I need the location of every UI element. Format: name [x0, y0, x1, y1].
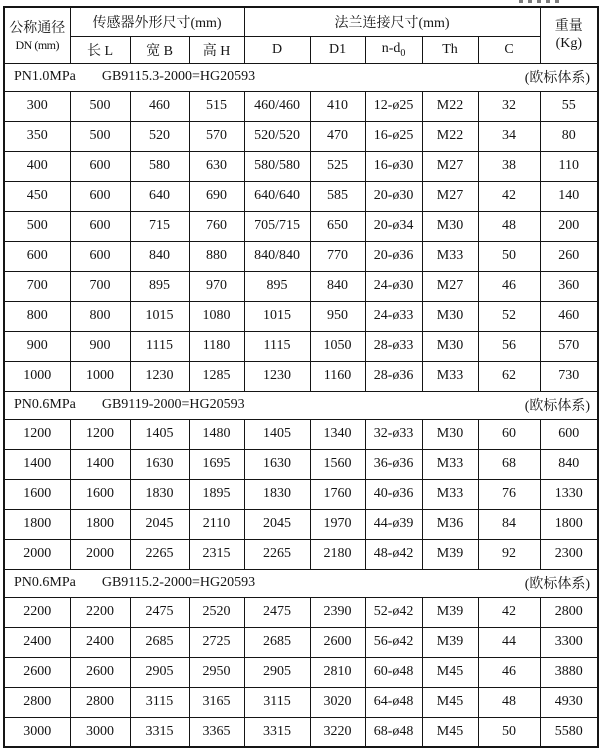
data-cell: 840	[130, 241, 189, 271]
data-cell: 1180	[189, 331, 244, 361]
data-cell: 38	[478, 151, 540, 181]
data-cell: 1830	[130, 479, 189, 509]
data-cell: 16-ø30	[365, 151, 422, 181]
data-cell: M27	[422, 271, 478, 301]
data-cell: M30	[422, 211, 478, 241]
section-note: (欧标体系)	[524, 577, 591, 592]
data-cell: 50	[478, 241, 540, 271]
data-cell: 600	[70, 241, 130, 271]
data-cell: 1160	[310, 361, 365, 391]
data-cell: 2000	[4, 539, 70, 569]
section-header-cell	[4, 63, 598, 91]
data-cell: 92	[478, 539, 540, 569]
data-cell: 2400	[70, 627, 130, 657]
section-header-cell	[4, 391, 598, 419]
data-cell: 2685	[130, 627, 189, 657]
data-cell: 28-ø36	[365, 361, 422, 391]
data-row	[4, 91, 598, 121]
data-cell: 650	[310, 211, 365, 241]
data-cell: 34	[478, 121, 540, 151]
data-cell: 1800	[4, 509, 70, 539]
data-cell: 760	[189, 211, 244, 241]
data-cell: 62	[478, 361, 540, 391]
data-cell: 1200	[4, 419, 70, 449]
data-cell: 2475	[130, 597, 189, 627]
data-cell: 690	[189, 181, 244, 211]
section-pressure-rating: PN0.6MPa	[14, 575, 76, 590]
data-cell: 1000	[70, 361, 130, 391]
header-weight-cn: 重量	[554, 18, 583, 34]
data-cell: 630	[189, 151, 244, 181]
data-cell: 600	[4, 241, 70, 271]
data-cell: 350	[4, 121, 70, 151]
data-cell: 1830	[244, 479, 310, 509]
header-th: Th	[422, 36, 478, 63]
data-row	[4, 419, 598, 449]
data-cell: 715	[130, 211, 189, 241]
data-cell: M27	[422, 151, 478, 181]
data-cell: 840/840	[244, 241, 310, 271]
data-cell: 140	[540, 181, 598, 211]
data-cell: M30	[422, 419, 478, 449]
data-cell: 525	[310, 151, 365, 181]
data-cell: 970	[189, 271, 244, 301]
data-row	[4, 509, 598, 539]
data-cell: 730	[540, 361, 598, 391]
data-cell: 2950	[189, 657, 244, 687]
data-cell: 46	[478, 271, 540, 301]
data-cell: 1340	[310, 419, 365, 449]
data-row	[4, 241, 598, 271]
data-cell: 570	[540, 331, 598, 361]
data-cell: 1285	[189, 361, 244, 391]
data-cell: 950	[310, 301, 365, 331]
data-cell: 1560	[310, 449, 365, 479]
data-cell: 360	[540, 271, 598, 301]
dimension-spec-table	[3, 6, 599, 748]
data-row	[4, 449, 598, 479]
data-cell: 2685	[244, 627, 310, 657]
data-cell: 3880	[540, 657, 598, 687]
data-cell: 800	[70, 301, 130, 331]
data-cell: 700	[70, 271, 130, 301]
data-cell: 3365	[189, 717, 244, 747]
data-cell: 460	[540, 301, 598, 331]
data-cell: 110	[540, 151, 598, 181]
data-cell: 1480	[189, 419, 244, 449]
data-cell: 1800	[70, 509, 130, 539]
data-cell: M33	[422, 241, 478, 271]
data-cell: 2265	[130, 539, 189, 569]
data-cell: 3115	[244, 687, 310, 717]
data-cell: 2400	[4, 627, 70, 657]
data-cell: 1630	[130, 449, 189, 479]
data-cell: 200	[540, 211, 598, 241]
data-cell: 840	[540, 449, 598, 479]
data-cell: 48	[478, 687, 540, 717]
data-cell: M36	[422, 509, 478, 539]
data-cell: 20-ø30	[365, 181, 422, 211]
data-cell: M45	[422, 687, 478, 717]
table-body	[4, 63, 598, 747]
data-cell: 4930	[540, 687, 598, 717]
data-cell: M33	[422, 361, 478, 391]
data-cell: 48	[478, 211, 540, 241]
data-cell: 580	[130, 151, 189, 181]
table-header	[4, 7, 598, 63]
data-cell: 2265	[244, 539, 310, 569]
data-cell: 1115	[130, 331, 189, 361]
data-cell: 2200	[4, 597, 70, 627]
data-cell: M27	[422, 181, 478, 211]
data-cell: 1405	[244, 419, 310, 449]
header-length-l: 长 L	[70, 36, 130, 63]
header-nominal-diameter-cn: 公称通径	[9, 21, 66, 37]
data-cell: 1405	[130, 419, 189, 449]
data-cell: 260	[540, 241, 598, 271]
data-cell: 2905	[244, 657, 310, 687]
data-cell: 1760	[310, 479, 365, 509]
data-cell: 895	[244, 271, 310, 301]
data-cell: 16-ø25	[365, 121, 422, 151]
data-cell: 28-ø33	[365, 331, 422, 361]
data-cell: 2315	[189, 539, 244, 569]
data-cell: 880	[189, 241, 244, 271]
data-cell: 1895	[189, 479, 244, 509]
data-cell: 1695	[189, 449, 244, 479]
data-cell: 2300	[540, 539, 598, 569]
data-cell: 2390	[310, 597, 365, 627]
header-weight	[540, 7, 598, 63]
data-row	[4, 597, 598, 627]
data-row	[4, 627, 598, 657]
data-cell: 1630	[244, 449, 310, 479]
data-cell: 2475	[244, 597, 310, 627]
data-cell: 44-ø39	[365, 509, 422, 539]
data-cell: 1230	[244, 361, 310, 391]
data-cell: 2600	[4, 657, 70, 687]
data-cell: 3300	[540, 627, 598, 657]
data-cell: 410	[310, 91, 365, 121]
data-cell: M33	[422, 479, 478, 509]
data-cell: 515	[189, 91, 244, 121]
data-cell: 1115	[244, 331, 310, 361]
section-row	[4, 63, 598, 91]
section-pressure-rating: PN0.6MPa	[14, 397, 76, 412]
data-cell: 1970	[310, 509, 365, 539]
data-cell: 400	[4, 151, 70, 181]
header-group-sensor-dimensions: 传感器外形尺寸(mm)	[70, 7, 244, 36]
data-cell: M45	[422, 717, 478, 747]
data-cell: 2110	[189, 509, 244, 539]
data-cell: 900	[4, 331, 70, 361]
data-row	[4, 211, 598, 241]
data-cell: 3315	[130, 717, 189, 747]
data-cell: 300	[4, 91, 70, 121]
data-cell: M22	[422, 91, 478, 121]
data-cell: 3115	[130, 687, 189, 717]
data-cell: 52-ø42	[365, 597, 422, 627]
data-cell: 640/640	[244, 181, 310, 211]
data-cell: M22	[422, 121, 478, 151]
data-cell: 2520	[189, 597, 244, 627]
data-cell: 840	[310, 271, 365, 301]
header-height-h: 高 H	[189, 36, 244, 63]
data-cell: 570	[189, 121, 244, 151]
data-cell: 1200	[70, 419, 130, 449]
data-cell: 24-ø33	[365, 301, 422, 331]
data-cell: 600	[540, 419, 598, 449]
data-cell: 705/715	[244, 211, 310, 241]
data-cell: 895	[130, 271, 189, 301]
data-cell: M39	[422, 597, 478, 627]
data-cell: 2600	[310, 627, 365, 657]
data-cell: 1330	[540, 479, 598, 509]
data-row	[4, 687, 598, 717]
data-cell: 56-ø42	[365, 627, 422, 657]
section-standard-code: GB9119-2000=HG20593	[101, 397, 245, 412]
data-cell: 450	[4, 181, 70, 211]
header-c: C	[478, 36, 540, 63]
section-pressure-rating: PN1.0MPa	[14, 69, 76, 84]
data-cell: 2800	[4, 687, 70, 717]
data-cell: 700	[4, 271, 70, 301]
data-cell: 5580	[540, 717, 598, 747]
data-cell: 800	[4, 301, 70, 331]
data-cell: 2180	[310, 539, 365, 569]
data-cell: 3165	[189, 687, 244, 717]
data-cell: 2000	[70, 539, 130, 569]
data-cell: 580/580	[244, 151, 310, 181]
data-cell: 20-ø36	[365, 241, 422, 271]
data-cell: 900	[70, 331, 130, 361]
data-cell: 12-ø25	[365, 91, 422, 121]
data-cell: 3220	[310, 717, 365, 747]
data-row	[4, 181, 598, 211]
data-cell: 770	[310, 241, 365, 271]
data-cell: 520	[130, 121, 189, 151]
data-cell: 2200	[70, 597, 130, 627]
section-note: (欧标体系)	[524, 399, 591, 414]
data-row	[4, 331, 598, 361]
data-row	[4, 121, 598, 151]
data-cell: 56	[478, 331, 540, 361]
data-row	[4, 151, 598, 181]
data-cell: 68-ø48	[365, 717, 422, 747]
section-header-cell	[4, 569, 598, 597]
header-width-b: 宽 B	[130, 36, 189, 63]
data-cell: 600	[70, 151, 130, 181]
header-n-d0-base: n-d	[381, 40, 401, 56]
header-n-d0	[365, 36, 422, 63]
data-cell: 1400	[4, 449, 70, 479]
data-cell: 2810	[310, 657, 365, 687]
data-cell: 460	[130, 91, 189, 121]
data-cell: 1600	[4, 479, 70, 509]
data-cell: 2800	[540, 597, 598, 627]
header-d1: D1	[310, 36, 365, 63]
data-cell: 2600	[70, 657, 130, 687]
section-row	[4, 391, 598, 419]
header-nominal-diameter-unit: DN (mm)	[15, 38, 59, 53]
data-cell: 1800	[540, 509, 598, 539]
data-cell: 42	[478, 597, 540, 627]
data-cell: 600	[70, 211, 130, 241]
data-cell: 20-ø34	[365, 211, 422, 241]
data-cell: 1600	[70, 479, 130, 509]
header-group-flange-dimensions: 法兰连接尺寸(mm)	[244, 7, 540, 36]
data-cell: 500	[70, 121, 130, 151]
data-row	[4, 539, 598, 569]
data-cell: 1400	[70, 449, 130, 479]
section-standard-code: GB9115.3-2000=HG20593	[101, 69, 256, 84]
data-cell: 32	[478, 91, 540, 121]
data-cell: 60-ø48	[365, 657, 422, 687]
data-cell: 76	[478, 479, 540, 509]
data-cell: M30	[422, 301, 478, 331]
data-cell: 585	[310, 181, 365, 211]
data-cell: 36-ø36	[365, 449, 422, 479]
data-cell: 460/460	[244, 91, 310, 121]
data-cell: 520/520	[244, 121, 310, 151]
cropped-text-artifact	[519, 0, 559, 3]
data-cell: 40-ø36	[365, 479, 422, 509]
data-cell: 84	[478, 509, 540, 539]
header-d: D	[244, 36, 310, 63]
data-cell: 2045	[244, 509, 310, 539]
data-row	[4, 717, 598, 747]
data-cell: 600	[70, 181, 130, 211]
section-standard-code: GB9115.2-2000=HG20593	[101, 575, 256, 590]
data-row	[4, 301, 598, 331]
data-cell: 1015	[244, 301, 310, 331]
data-cell: M39	[422, 539, 478, 569]
data-cell: 55	[540, 91, 598, 121]
data-cell: 3315	[244, 717, 310, 747]
data-cell: 68	[478, 449, 540, 479]
data-cell: 470	[310, 121, 365, 151]
data-cell: 3000	[70, 717, 130, 747]
data-cell: 42	[478, 181, 540, 211]
header-nominal-diameter	[4, 7, 70, 63]
data-cell: M39	[422, 627, 478, 657]
data-cell: 50	[478, 717, 540, 747]
data-cell: 1015	[130, 301, 189, 331]
data-row	[4, 271, 598, 301]
data-cell: 500	[70, 91, 130, 121]
data-cell: 1000	[4, 361, 70, 391]
data-cell: M30	[422, 331, 478, 361]
header-weight-unit: (Kg)	[555, 36, 583, 52]
header-n-d0-subscript: 0	[400, 47, 406, 59]
data-cell: 64-ø48	[365, 687, 422, 717]
data-row	[4, 479, 598, 509]
data-cell: 46	[478, 657, 540, 687]
data-cell: 32-ø33	[365, 419, 422, 449]
data-cell: 500	[4, 211, 70, 241]
data-cell: 2045	[130, 509, 189, 539]
data-cell: M33	[422, 449, 478, 479]
data-cell: M45	[422, 657, 478, 687]
data-cell: 60	[478, 419, 540, 449]
data-cell: 48-ø42	[365, 539, 422, 569]
data-cell: 80	[540, 121, 598, 151]
data-cell: 1230	[130, 361, 189, 391]
data-cell: 24-ø30	[365, 271, 422, 301]
data-cell: 1050	[310, 331, 365, 361]
data-cell: 3020	[310, 687, 365, 717]
data-cell: 52	[478, 301, 540, 331]
data-cell: 1080	[189, 301, 244, 331]
data-cell: 640	[130, 181, 189, 211]
data-cell: 2725	[189, 627, 244, 657]
data-row	[4, 361, 598, 391]
data-cell: 2800	[70, 687, 130, 717]
data-cell: 3000	[4, 717, 70, 747]
data-cell: 44	[478, 627, 540, 657]
data-row	[4, 657, 598, 687]
section-note: (欧标体系)	[524, 71, 591, 86]
section-row	[4, 569, 598, 597]
data-cell: 2905	[130, 657, 189, 687]
